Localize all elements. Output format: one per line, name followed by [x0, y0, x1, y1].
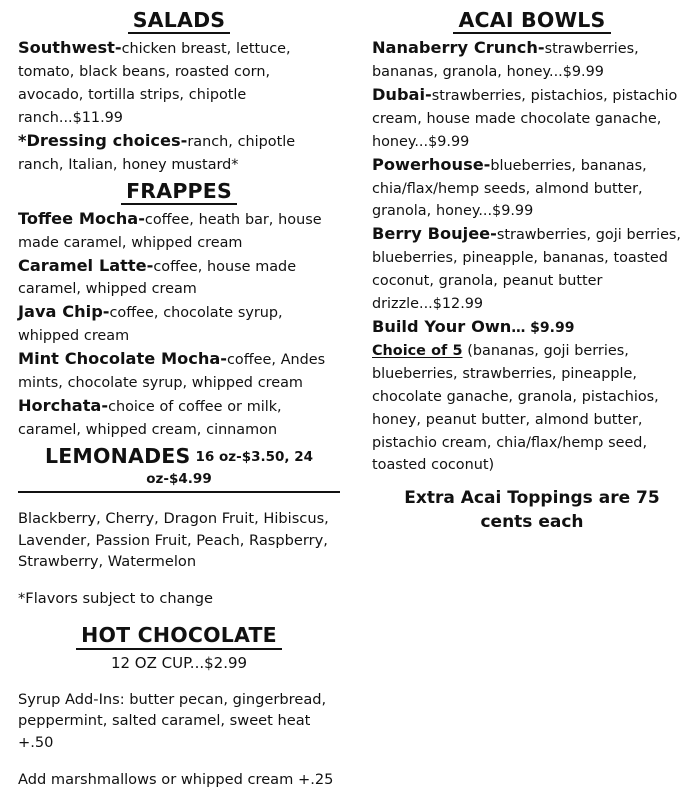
hot-chocolate-extras: Add marshmallows or whipped cream +.25	[18, 770, 334, 788]
build-your-own-ellipsis: …	[511, 320, 526, 336]
menu-item-toffee-mocha	[18, 208, 340, 255]
menu-right-column	[352, 0, 700, 579]
menu-item-description: chicken breast, lettuce, tomato, black beans, roasted corn, avocado, tortilla strips, chipotle ranch...$11.99	[18, 41, 291, 126]
lemonades-heading-text: LEMONADES	[44, 443, 191, 468]
menu-item-name: *Dressing choices-	[18, 130, 188, 150]
lemonades-price-text: 16 oz-$3.50, 24 oz-$4.99	[146, 448, 314, 487]
lemonade-flavor-list: Blackberry, Cherry, Dragon Fruit, Hibiscus, Lavender, Passion Fruit, Peach, Raspberry, Strawberry, Watermelon	[18, 509, 329, 571]
menu-item-description: coffee, house made caramel, whipped cream	[18, 258, 297, 298]
frappes-heading-text: FRAPPES	[121, 180, 237, 205]
menu-item-description: ranch, chipotle ranch, Italian, honey mustard*	[18, 133, 296, 173]
menu-item-description: coffee, chocolate syrup, whipped cream	[18, 305, 283, 345]
menu-item-name: Nanaberry Crunch-	[372, 38, 545, 58]
hot-chocolate-syrup-addins: Syrup Add-Ins: butter pecan, gingerbread, peppermint, salted caramel, sweet heat +.50	[18, 690, 327, 752]
menu-item-southwest	[18, 37, 340, 130]
menu-item-java-chip	[18, 301, 340, 348]
menu-item-name: Berry Boujee-	[372, 224, 497, 244]
menu-item-horchata	[18, 395, 340, 442]
menu-item-caramel-latte	[18, 255, 340, 302]
lemonades-heading-group	[18, 445, 340, 493]
menu-item-description: strawberries, goji berries, blueberries, pineapple, bananas, toasted coconut, granola, peanut butter drizzle...$12.99	[372, 227, 682, 313]
section-heading-hot-chocolate	[18, 624, 340, 649]
section-heading-frappes	[18, 180, 340, 205]
build-your-own-price: $9.99	[530, 320, 575, 336]
section-heading-acai-bowls	[372, 9, 692, 34]
choice-of-five-list: (bananas, goji berries, blueberries, strawberries, pineapple, chocolate ganache, granola, pistachios, honey, peanut butter, almond butter, pistachio cream, chia/flax/hemp seed, toasted coconut)	[372, 342, 659, 474]
menu-item-name: Horchata-	[18, 395, 109, 415]
build-your-own-choices	[372, 340, 692, 477]
menu-item-name: Mint Chocolate Mocha-	[18, 349, 228, 369]
menu-item-name: Java Chip-	[18, 302, 110, 322]
menu-item-name: Southwest-	[18, 38, 122, 58]
choice-of-five-label: Choice of 5	[372, 342, 463, 359]
menu-item-dressing-choices	[18, 130, 340, 177]
menu-item-name: Dubai-	[372, 84, 432, 104]
menu-item-description: strawberries, pistachios, pistachio cream, house made chocolate ganache, honey...$9.99	[372, 87, 678, 150]
section-heading-lemonades	[18, 445, 340, 493]
menu-item-nanaberry-crunch	[372, 37, 692, 84]
menu-item-name: Toffee Mocha-	[18, 208, 145, 228]
menu-item-build-your-own	[372, 316, 692, 340]
menu-item-description: coffee, Andes mints, chocolate syrup, whipped cream	[18, 352, 326, 392]
extra-toppings-note: Extra Acai Toppings are 75 cents each	[404, 488, 660, 533]
menu-item-berry-boujee	[372, 223, 692, 316]
menu-item-description: coffee, heath bar, house made caramel, whipped cream	[18, 211, 322, 251]
menu-item-description: strawberries, bananas, granola, honey...$9.99	[372, 41, 639, 81]
menu-item-mint-chocolate-mocha	[18, 348, 340, 395]
menu-item-name: Powerhouse-	[372, 154, 491, 174]
menu-item-description: choice of coffee or milk, caramel, whipped cream, cinnamon	[18, 398, 282, 438]
hot-chocolate-heading-text: HOT CHOCOLATE	[76, 624, 282, 649]
salads-heading-text: SALADS	[128, 9, 231, 34]
hot-chocolate-cup-price: 12 OZ CUP...$2.99	[110, 653, 248, 672]
menu-item-powerhouse	[372, 154, 692, 224]
section-heading-salads	[18, 9, 340, 34]
menu-item-name: Caramel Latte-	[18, 255, 154, 275]
menu-item-dubai	[372, 84, 692, 154]
lemonade-disclaimer: *Flavors subject to change	[18, 589, 214, 607]
acai-bowls-heading-text: ACAI BOWLS	[453, 9, 610, 34]
menu-item-name: Build Your Own	[372, 317, 512, 336]
menu-item-description: blueberries, bananas, chia/flax/hemp seeds, almond butter, granola, honey...$9.99	[372, 157, 647, 220]
